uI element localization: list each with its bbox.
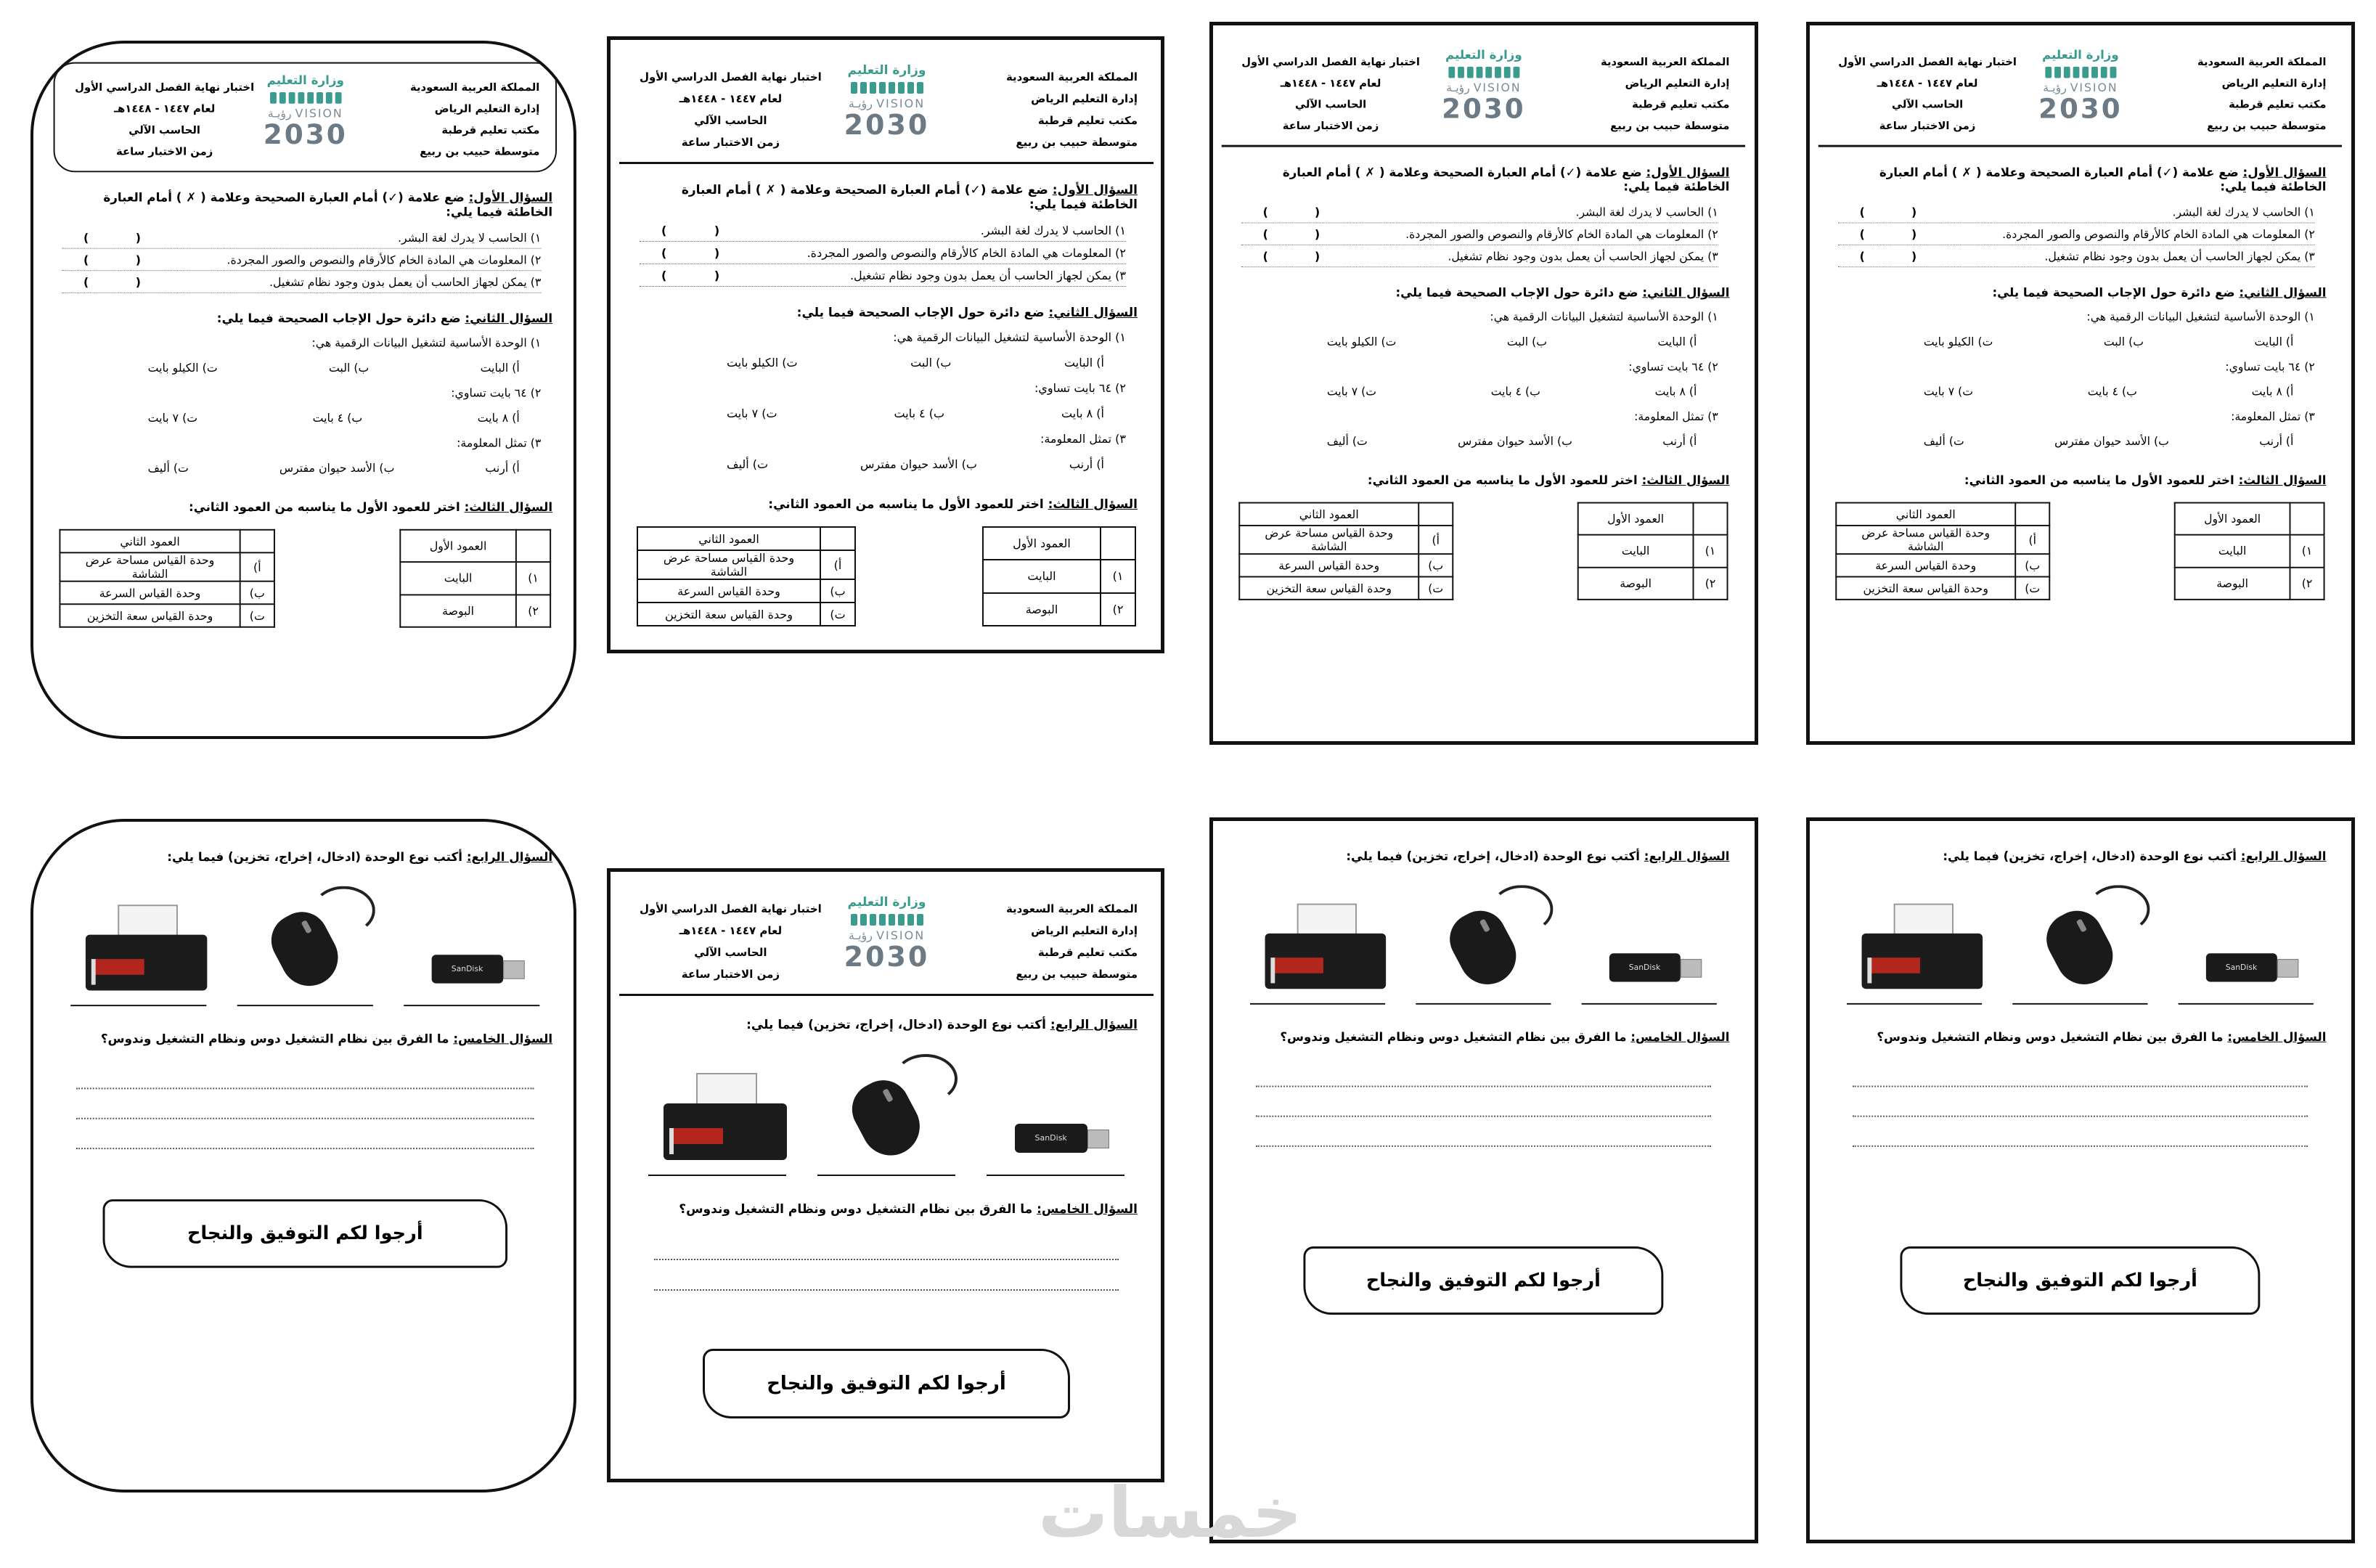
mouse-image [1448,882,1547,989]
list-item: ٢) المعلومات هي المادة الخام كالأرقام والنصوص والصور المجردة. ( ) [1241,223,1718,245]
q3-match: العمود الأول ١) البايت ٢) البوصة العمود الثاني أ) وحدة القياس مساحة عرض الشاشة ب) وحدة القياس السرعة ت) وحدة القياس سعة التخزين [1238,502,1728,600]
printer-image [1265,904,1387,989]
header-exam: اختبار نهاية الفصل الدراسي الأول [75,81,255,94]
mouse-image [850,1051,952,1160]
q4-title: السؤال الرابع: أكتب نوع الوحدة (ادخال، إخراج، تخزين) فيما يلي: [167,850,553,865]
answer-blanks [632,1167,1140,1176]
q3-match: العمود الأول ١) البايت ٢) البوصة العمود الثاني أ) وحدة القياس مساحة عرض الشاشة ب) وحدة القياس السرعة ت) وحدة القياس سعة التخزين [1835,502,2324,600]
header-school: متوسطة حبيب بن ربيع [420,144,540,158]
answer-lines [76,1059,534,1149]
closing-banner: أرجوا لكم التوفيق والنجاح [1900,1246,2260,1315]
q4-title: السؤال الرابع: أكتب نوع الوحدة (ادخال، إخراج، تخزين) فيما يلي: [1346,849,1730,864]
q5-title: السؤال الخامس: ما الفرق بين نظام التشغيل دوس ونظام التشغيل وندوس؟ [100,1032,553,1047]
printer-image [86,905,207,990]
list-item: ٢) المعلومات هي المادة الخام كالأرقام والنصوص والصور المجردة. ( ) [62,249,541,271]
answer-lines [654,1230,1119,1291]
sheet-page-2 [607,36,1164,653]
usb-flash-image: SanDisk [2206,946,2298,989]
q1-title: السؤال الأول: ضع علامة (✓) أمام العبارة الصحيحة وعلامة ( ✗ ) أمام العبارة الخاطئة فيما يلي: [681,183,1138,212]
q2-list: ١) الوحدة الأساسية لتشغيل البيانات الرقمية هي: أ) البايت ب) البت ت) الكيلو بايت ٢) ٦٤ بايت تساوي: أ) ٨ بايت ب) ٤ بايت ت) ٧ بايت ٣) تمثل المعلومة: أ) أرنب ب) الأسد حيوان مفترس ت) أليف [147,335,542,475]
q4-title: السؤال الرابع: أكتب نوع الوحدة (ادخال، إخراج، تخزين) فيما يلي: [1943,849,2327,864]
usb-flash-image: SanDisk [1015,1116,1109,1160]
q1-list [62,226,541,293]
q3-title: السؤال الثالث: اختر للعمود الأول ما يناسبه من العمود الثاني: [1964,473,2327,488]
header-kingdom: المملكة العربية السعودية [410,81,540,94]
list-item: ٣) يمكن لجهاز الحاسب أن يعمل بدون وجود نظام تشغيل. ( ) [1241,245,1718,267]
q3-match [59,529,551,628]
q1-title: السؤال الأول: ضع علامة (✓) أمام العبارة الصحيحة وعلامة ( ✗ ) أمام العبارة الخاطئة فيما يلي: [103,190,553,220]
list-item: ١) الحاسب لا يدرك لغة البشر. ( ) [1838,201,2315,223]
header-office: مكتب تعليم قرطبة [441,123,540,137]
list-item: ٣) يمكن لجهاز الحاسب أن يعمل بدون وجود نظام تشغيل. ( ) [640,264,1126,287]
header-year: لعام ١٤٤٧ - ١٤٤٨هـ [113,102,216,115]
list-item: ٢) المعلومات هي المادة الخام كالأرقام والنصوص والصور المجردة. ( ) [640,242,1126,264]
q4-title: السؤال الرابع: أكتب نوع الوحدة (ادخال، إخراج، تخزين) فيما يلي: [746,1018,1138,1032]
usb-flash-image: SanDisk [431,947,524,990]
sheet-page-7 [1209,817,1758,1543]
vision-2030-logo: وزارة التعليم رؤيـة VISION 2030 [1442,48,1526,125]
vision-2030-logo: وزارة التعليم رؤيـة VISION 2030 [263,73,348,150]
usb-flash-image: SanDisk [1609,946,1702,989]
mouse-image [2044,882,2144,989]
answer-lines [1853,1057,2308,1146]
list-item: ٣) يمكن لجهاز الحاسب أن يعمل بدون وجود نظام تشغيل. ( ) [1838,245,2315,267]
q3-title: السؤال الثالث: اختر للعمود الأول ما يناسبه من العمود الثاني: [768,497,1138,512]
q1-list [640,219,1126,287]
vision-2030-logo: وزارة التعليم رؤيـة VISION 2030 [844,895,930,973]
device-images [55,883,556,991]
q2-title: السؤال الثاني: ضع دائرة حول الإجاب الصحيحة فيما يلي: [1395,285,1730,301]
device-images [632,1051,1140,1160]
q2-title: السؤال الثاني: ضع دائرة حول الإجاب الصحيحة فيما يلي: [216,311,553,327]
answer-blanks [1234,996,1732,1005]
q3-title: السؤال الثالث: اختر للعمود الأول ما يناسبه من العمود الثاني: [189,500,553,515]
q5-title: السؤال الخامس: ما الفرق بين نظام التشغيل دوس ونظام التشغيل وندوس؟ [1280,1030,1730,1045]
sheet-page-3 [1209,22,1758,745]
printer-image [664,1073,787,1160]
q5-title: السؤال الخامس: ما الفرق بين نظام التشغيل دوس ونظام التشغيل وندوس؟ [679,1202,1138,1217]
sheet-page-4 [1806,22,2355,745]
closing-banner: أرجوا لكم التوفيق والنجاح [103,1199,508,1268]
header-time: زمن الاختبار ساعة [116,144,213,158]
q2-list: ١) الوحدة الأساسية لتشغيل البيانات الرقمية هي: أ) البايت ب) البت ت) الكيلو بايت ٢) ٦٤ بايت تساوي: أ) ٨ بايت ب) ٤ بايت ت) ٧ بايت ٣) تمثل المعلومة: أ) أرنب ب) الأسد حيوان مفترس ت) أليف [1326,310,1718,449]
list-item: ٣) يمكن لجهاز الحاسب أن يعمل بدون وجود نظام تشغيل. ( ) [62,271,541,293]
list-item: ١) الحاسب لا يدرك لغة البشر. ( ) [1241,201,1718,223]
list-item: ١) الحاسب لا يدرك لغة البشر. ( ) [640,219,1126,242]
sheet-page-5 [30,819,576,1493]
list-item: ١) الحاسب لا يدرك لغة البشر. ( ) [62,226,541,249]
exam-header [54,62,557,173]
sheet-page-8 [1806,817,2355,1543]
printer-image [1862,904,1983,989]
mouse-image [269,883,370,991]
list-item: ٢) المعلومات هي المادة الخام كالأرقام والنصوص والصور المجردة. ( ) [1838,223,2315,245]
watermark-logo: خمسات [1038,1472,1302,1553]
q5-title: السؤال الخامس: ما الفرق بين نظام التشغيل دوس ونظام التشغيل وندوس؟ [1877,1030,2327,1045]
exam-header: المملكة العربية السعودية إدارة التعليم الرياض مكتب تعليم قرطبة متوسطة حبيب بن ربيع وزارة التعليم رؤيـة VISION 2030 اختبار نهاية الفصل الدراسي الأول لعام ١٤٤٧ - ١٤٤٨هـ الحاسب الآلي زمن الاختبار ساعة [619,53,1154,164]
exam-header: المملكة العربية السعودية إدارة التعليم الرياض مكتب تعليم قرطبة متوسطة حبيب بن ربيع وزارة التعليم رؤيـة VISION 2030 اختبار نهاية الفصل الدراسي الأول لعام ١٤٤٧ - ١٤٤٨هـ الحاسب الآلي زمن الاختبار ساعة [1818,38,2342,147]
q1-title: السؤال الأول: ضع علامة (✓) أمام العبارة الصحيحة وعلامة ( ✗ ) أمام العبارة الخاطئة فيما يلي: [1879,166,2327,195]
q3-title: السؤال الثالث: اختر للعمود الأول ما يناسبه من العمود الثاني: [1367,473,1730,488]
device-images [1831,882,2329,989]
q2-title: السؤال الثاني: ضع دائرة حول الإجاب الصحيحة فيما يلي: [796,306,1138,320]
q1-title: السؤال الأول: ضع علامة (✓) أمام العبارة الصحيحة وعلامة ( ✗ ) أمام العبارة الخاطئة فيما يلي: [1282,166,1730,195]
vision-2030-logo: وزارة التعليم رؤيـة VISION 2030 [844,63,930,141]
q2-title: السؤال الثاني: ضع دائرة حول الإجاب الصحيحة فيما يلي: [1992,285,2327,301]
column-one-table: العمود الأول ١) البايت ٢) البوصة [399,529,551,628]
closing-banner: أرجوا لكم التوفيق والنجاح [703,1349,1070,1418]
vision-2030-logo: وزارة التعليم رؤيـة VISION 2030 [2038,48,2123,125]
header-subject: الحاسب الآلي [128,123,200,137]
answer-lines [1256,1057,1711,1146]
q2-list: ١) الوحدة الأساسية لتشغيل البيانات الرقمية هي: أ) البايت ب) البت ت) الكيلو بايت ٢) ٦٤ بايت تساوي: أ) ٨ بايت ب) ٤ بايت ت) ٧ بايت ٣) تمثل المعلومة: أ) أرنب ب) الأسد حيوان مفترس ت) أليف [727,330,1126,471]
sheet-page-1 [30,41,576,739]
column-two-table: العمود الثاني أ) وحدة القياس مساحة عرض الشاشة ب) وحدة القياس السرعة ت) وحدة القياس سعة التخزين [59,529,274,628]
answer-blanks [1831,996,2329,1005]
q2-list: ١) الوحدة الأساسية لتشغيل البيانات الرقمية هي: أ) البايت ب) البت ت) الكيلو بايت ٢) ٦٤ بايت تساوي: أ) ٨ بايت ب) ٤ بايت ت) ٧ بايت ٣) تمثل المعلومة: أ) أرنب ب) الأسد حيوان مفترس ت) أليف [1923,310,2315,449]
q3-match: العمود الأول ١) البايت ٢) البوصة العمود الثاني أ) وحدة القياس مساحة عرض الشاشة ب) وحدة القياس السرعة ت) وحدة القياس سعة التخزين [637,526,1136,626]
answer-blanks [55,997,556,1006]
sheet-page-6 [607,868,1164,1482]
exam-header: المملكة العربية السعودية إدارة التعليم الرياض مكتب تعليم قرطبة متوسطة حبيب بن ربيع وزارة التعليم رؤيـة VISION 2030 اختبار نهاية الفصل الدراسي الأول لعام ١٤٤٧ - ١٤٤٨هـ الحاسب الآلي زمن الاختبار ساعة [1222,38,1745,147]
closing-banner: أرجوا لكم التوفيق والنجاح [1303,1246,1663,1315]
q1-list [1838,201,2315,267]
q1-list [1241,201,1718,267]
device-images [1234,882,1732,989]
header-admin: إدارة التعليم الرياض [434,102,540,115]
exam-header: المملكة العربية السعودية إدارة التعليم الرياض مكتب تعليم قرطبة متوسطة حبيب بن ربيع وزارة التعليم رؤيـة VISION 2030 اختبار نهاية الفصل الدراسي الأول لعام ١٤٤٧ - ١٤٤٨هـ الحاسب الآلي زمن الاختبار ساعة [619,885,1154,996]
